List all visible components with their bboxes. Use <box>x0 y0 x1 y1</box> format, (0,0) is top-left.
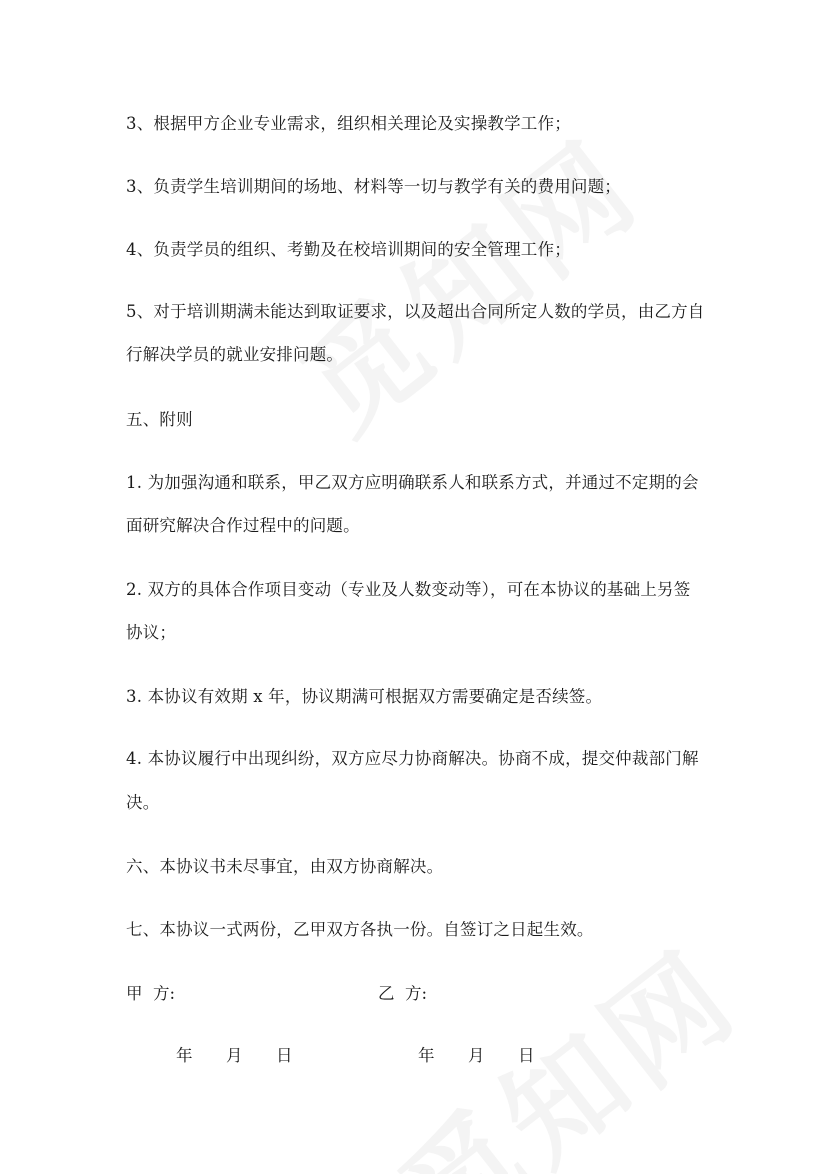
paragraph-line: 面研究解决合作过程中的问题。 <box>126 516 360 535</box>
paragraph-line: 2. 双方的具体合作项目变动（专业及人数变动等），可在本协议的基础上另签 <box>126 580 691 599</box>
party-b-year: 年 <box>418 1046 435 1065</box>
paragraph-line: 决。 <box>126 793 160 812</box>
party-b-label: 乙 方: <box>378 984 428 1003</box>
paragraph-line: 3、负责学生培训期间的场地、材料等一切与教学有关的费用问题； <box>126 177 621 196</box>
paragraph-line: 3、根据甲方企业专业需求，组织相关理论及实操教学工作； <box>126 114 571 133</box>
paragraph-line: 1. 为加强沟通和联系，甲乙双方应明确联系人和联系方式，并通过不定期的会 <box>126 473 699 492</box>
party-b-day: 日 <box>518 1046 535 1065</box>
paragraph-line: 5、对于培训期满未能达到取证要求，以及超出合同所定人数的学员，由乙方自 <box>126 302 705 321</box>
paragraph-line: 4. 本协议履行中出现纠纷，双方应尽力协商解决。协商不成，提交仲裁部门解 <box>126 749 699 768</box>
watermark <box>360 904 767 1174</box>
party-a-label: 甲 方: <box>126 984 176 1003</box>
paragraph-line: 3. 本协议有效期 x 年，协议期满可根据双方需要确定是否续签。 <box>126 687 603 706</box>
party-a-day: 日 <box>276 1046 293 1065</box>
party-a-month: 月 <box>226 1046 243 1065</box>
paragraph-line: 七、本协议一式两份，乙甲双方各执一份。自签订之日起生效。 <box>126 920 594 939</box>
paragraph-line: 行解决学员的就业安排问题。 <box>126 345 344 364</box>
paragraph-line: 协议； <box>126 623 177 642</box>
paragraph-line: 4、负责学员的组织、考勤及在校培训期间的安全管理工作； <box>126 240 571 259</box>
section-heading: 五、附则 <box>126 410 193 429</box>
party-a-year: 年 <box>176 1046 193 1065</box>
paragraph-line: 六、本协议书未尽事宜，由双方协商解决。 <box>126 857 444 876</box>
party-b-month: 月 <box>468 1046 485 1065</box>
